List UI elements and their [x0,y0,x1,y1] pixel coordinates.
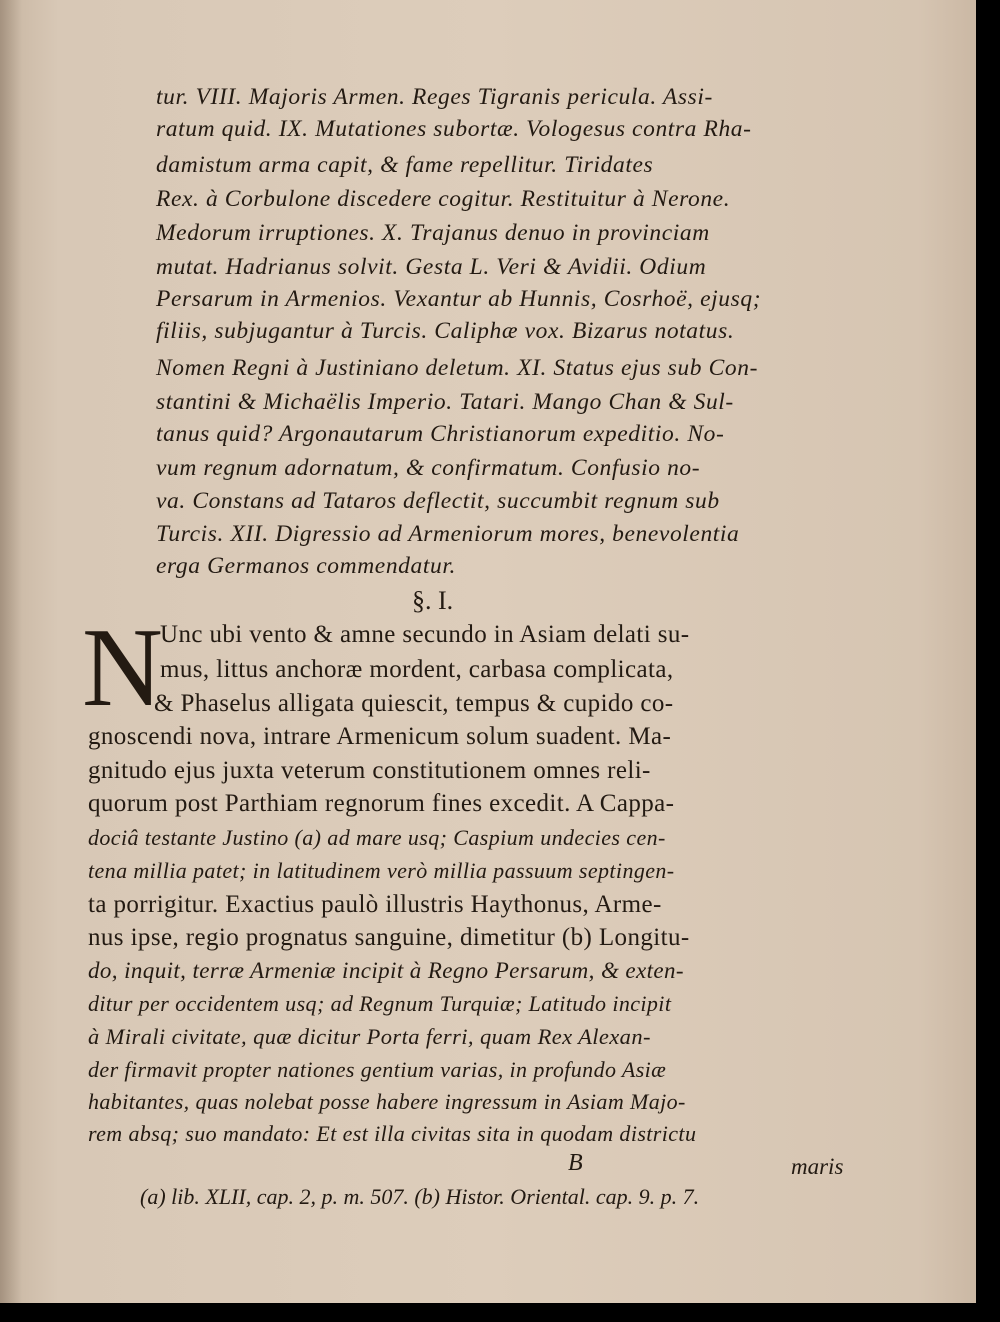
summary-line: stantini & Michaëlis Imperio. Tatari. Mango Chan & Sul- [156,389,734,415]
footnotes: (a) lib. XLII, cap. 2, p. m. 507. (b) Histor. Oriental. cap. 9. p. 7. [140,1184,700,1209]
summary-line: Turcis. XII. Digressio ad Armeniorum mores, benevolentia [156,521,740,547]
summary-line: tur. VIII. Majoris Armen. Reges Tigranis pericula. Assi- [156,84,713,110]
summary-line: mutat. Hadrianus solvit. Gesta L. Veri & Avidii. Odium [156,254,707,280]
summary-line: va. Constans ad Tataros deflectit, succumbit regnum sub [156,488,720,514]
summary-line: tanus quid? Argonautarum Christianorum expeditio. No- [156,421,725,447]
body-line: do, inquit, terræ Armeniæ incipit à Regno Persarum, & exten- [88,958,684,983]
summary-line: vum regnum adornatum, & confirmatum. Confusio no- [156,455,701,481]
body-line: & Phaselus alligata quiescit, tempus & cupido co- [154,690,674,717]
body-line: ta porrigitur. Exactius paulò illustris Haythonus, Arme- [88,891,662,918]
body-line: dociâ testante Justino (a) ad mare usq; Caspium undecies cen- [88,825,666,850]
body-line: quorum post Parthiam regnorum fines excedit. A Cappa- [88,790,675,817]
summary-line: Persarum in Armenios. Vexantur ab Hunnis, Cosrhoë, ejusq; [156,286,762,312]
catchword: maris [791,1154,844,1179]
summary-line: damistum arma capit, & fame repellitur. Tiridates [156,152,654,178]
summary-line: Nomen Regni à Justiniano deletum. XI. Status ejus sub Con- [156,355,759,381]
body-line: der firmavit propter nationes gentium varias, in profundo Asiæ [88,1057,667,1082]
body-line: nus ipse, regio prognatus sanguine, dimetitur (b) Longitu- [88,924,690,951]
body-line: rem absq; suo mandato: Et est illa civitas sita in quodam districtu [88,1121,697,1146]
body-line: tena millia patet; in latitudinem verò millia passuum septingen- [88,858,675,883]
body-line: gnoscendi nova, intrare Armenicum solum suadent. Ma- [88,723,672,750]
summary-line: ratum quid. IX. Mutationes subortæ. Vologesus contra Rha- [156,116,752,142]
summary-line: Rex. à Corbulone discedere cogitur. Restituitur à Nerone. [156,186,731,212]
body-line: ditur per occidentem usq; ad Regnum Turquiæ; Latitudo incipit [88,991,672,1016]
drop-cap-initial: N [82,606,163,730]
summary-line: erga Germanos commendatur. [156,553,456,579]
body-line: à Mirali civitate, quæ dicitur Porta ferri, quam Rex Alexan- [88,1024,651,1049]
signature-mark: B [568,1150,583,1176]
body-line: mus, littus anchoræ mordent, carbasa complicata, [160,656,674,683]
section-heading: §. I. [412,586,454,615]
body-line: gnitudo ejus juxta veterum constitutionem omnes reli- [88,757,651,784]
summary-line: Medorum irruptiones. X. Trajanus denuo in provinciam [156,220,710,246]
summary-line: filiis, subjugantur à Turcis. Caliphæ vox. Bizarus notatus. [156,318,735,344]
body-line: habitantes, quas nolebat posse habere ingressum in Asiam Majo- [88,1089,686,1114]
body-line: Unc ubi vento & amne secundo in Asiam delati su- [160,621,690,648]
